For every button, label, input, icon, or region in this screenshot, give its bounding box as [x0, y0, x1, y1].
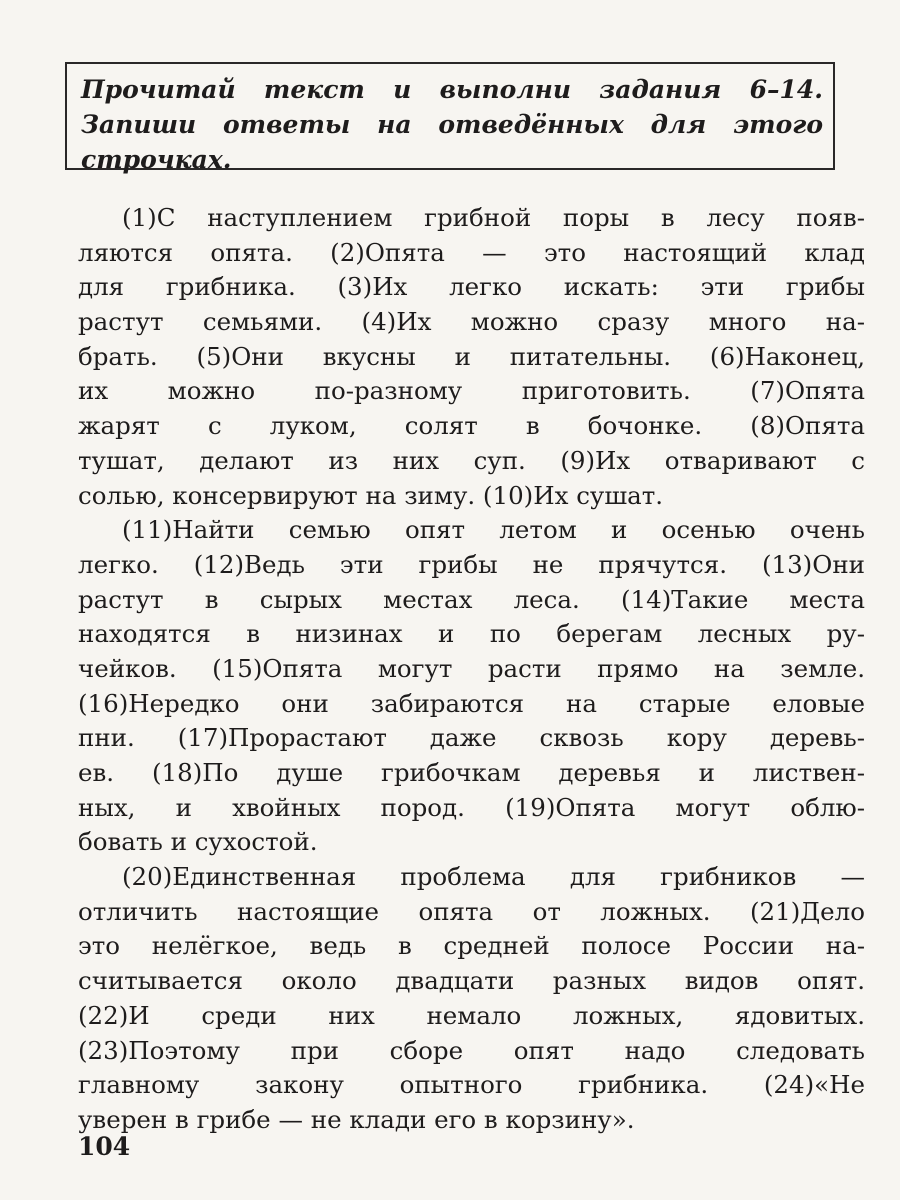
text-line: отличить настоящие опята от ложных. (21)Дело	[78, 896, 865, 926]
text-line: ных, и хвойных пород. (19)Опята могут облю-	[78, 792, 865, 822]
text-line: чейков. (15)Опята могут расти прямо на земле.	[78, 653, 865, 683]
text-line: считывается около двадцати разных видов опят.	[78, 966, 865, 996]
text-line: (1)С наступлением грибной поры в лесу появ-	[122, 203, 865, 232]
text-line: легко. (12)Ведь эти грибы не прячутся. (13)Они	[78, 549, 865, 579]
text-line: тушат, делают из них суп. (9)Их отваривают с	[78, 445, 865, 475]
task-instruction-line: Запиши ответы на отведённых для этого	[81, 110, 823, 139]
text-line: для грибника. (3)Их легко искать: эти грибы	[78, 272, 865, 302]
text-line: жарят с луком, солят в бочонке. (8)Опята	[78, 411, 865, 441]
text-line: главному закону опытного грибника. (24)«Не	[78, 1070, 865, 1100]
text-line: их можно по-разному приготовить. (7)Опята	[78, 376, 865, 406]
page-number: 104	[78, 1132, 131, 1161]
text-line: (20)Единственная проблема для грибников —	[122, 862, 865, 892]
reading-text	[78, 201, 865, 1138]
text-line: солью, консервируют на зиму. (10)Их сушат.	[78, 480, 664, 510]
task-instruction-box	[65, 62, 835, 174]
text-line: брать. (5)Они вкусны и питательны. (6)Наконец,	[78, 341, 865, 371]
task-instruction-line: строчках.	[81, 145, 232, 174]
text-line: бовать и сухостой.	[78, 827, 318, 857]
text-line: растут семьями. (4)Их можно сразу много на-	[78, 307, 865, 337]
text-line: уверен в грибе — не клади его в корзину».	[78, 1104, 635, 1134]
text-line: это нелёгкое, ведь в средней полосе России на-	[78, 931, 865, 961]
text-line: растут в сырых местах леса. (14)Такие места	[78, 584, 865, 614]
text-line: (22)И среди них немало ложных, ядовитых.	[78, 1000, 865, 1030]
paragraph	[78, 201, 865, 513]
text-line: находятся в низинах и по берегам лесных ру-	[78, 619, 865, 649]
text-line: (16)Нередко они забираются на старые еловые	[78, 688, 865, 718]
paragraph	[78, 513, 865, 860]
text-line: пни. (17)Прорастают даже сквозь кору деревь-	[78, 723, 865, 753]
paragraph	[78, 860, 865, 1138]
text-line: (23)Поэтому при сборе опят надо следовать	[78, 1035, 865, 1065]
text-line: ляются опята. (2)Опята — это настоящий клад	[78, 237, 865, 267]
text-line: (11)Найти семью опят летом и осенью очень	[122, 515, 865, 545]
text-line: ев. (18)По душе грибочкам деревья и листвен-	[78, 758, 865, 787]
task-instruction-line: Прочитай текст и выполни задания 6–14.	[81, 75, 823, 104]
